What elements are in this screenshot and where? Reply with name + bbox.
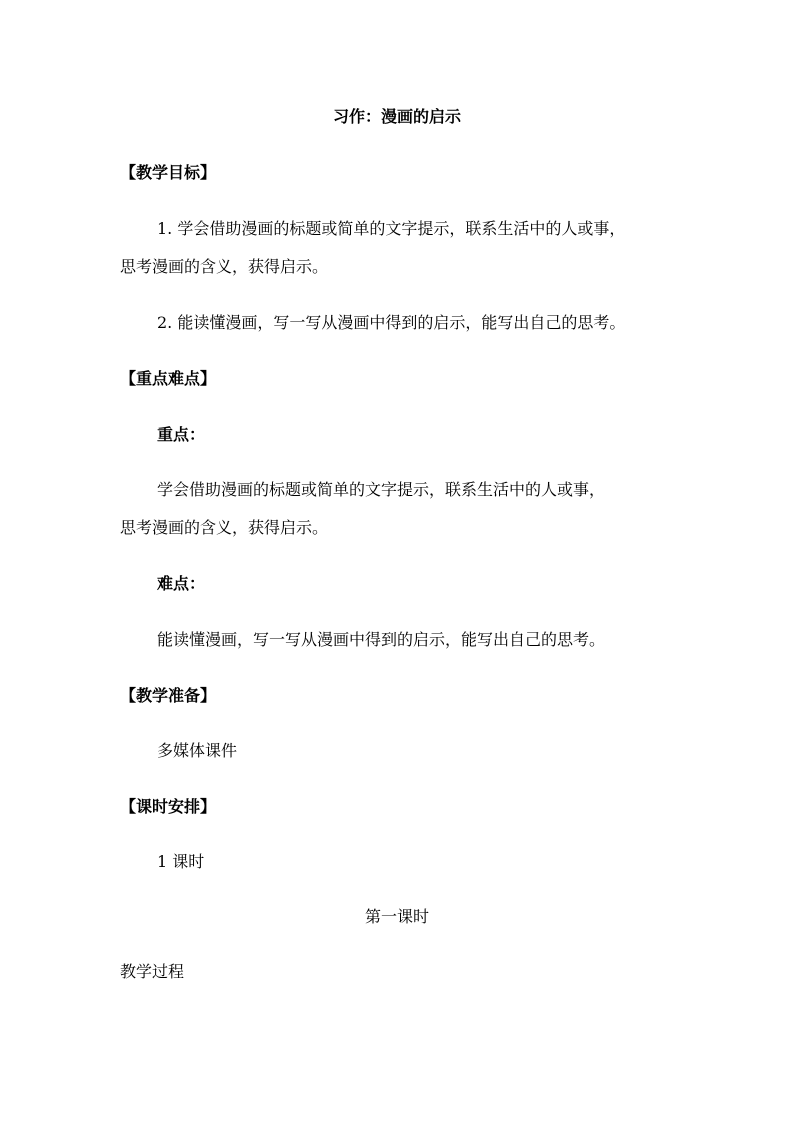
teaching-preparation-heading: 【教学准备】 bbox=[120, 686, 217, 705]
difficulty-text: 能读懂漫画，写一写从漫画中得到的启示，能写出自己的思考。 bbox=[157, 630, 606, 649]
goal-1-line-1: 1. 学会借助漫画的标题或简单的文字提示，联系生活中的人或事， bbox=[157, 219, 626, 238]
document-title: 习作：漫画的启示 bbox=[332, 107, 461, 126]
lesson-title: 第一课时 bbox=[364, 907, 429, 926]
key-point-text-line-1: 学会借助漫画的标题或简单的文字提示，联系生活中的人或事， bbox=[157, 480, 606, 499]
key-point-label: 重点： bbox=[157, 425, 206, 444]
difficulty-label: 难点： bbox=[157, 574, 206, 593]
lesson-schedule-heading: 【课时安排】 bbox=[120, 797, 217, 816]
schedule-text: 1 课时 bbox=[157, 852, 205, 871]
teaching-goals-heading: 【教学目标】 bbox=[120, 163, 217, 182]
goal-2: 2. 能读懂漫画，写一写从漫画中得到的启示，能写出自己的思考。 bbox=[157, 313, 626, 332]
key-difficult-points-heading: 【重点难点】 bbox=[120, 369, 217, 388]
teaching-process-heading: 教学过程 bbox=[120, 962, 185, 981]
goal-1-line-2: 思考漫画的含义，获得启示。 bbox=[120, 257, 329, 276]
key-point-text-line-2: 思考漫画的含义，获得启示。 bbox=[120, 518, 329, 537]
preparation-text: 多媒体课件 bbox=[157, 741, 238, 760]
